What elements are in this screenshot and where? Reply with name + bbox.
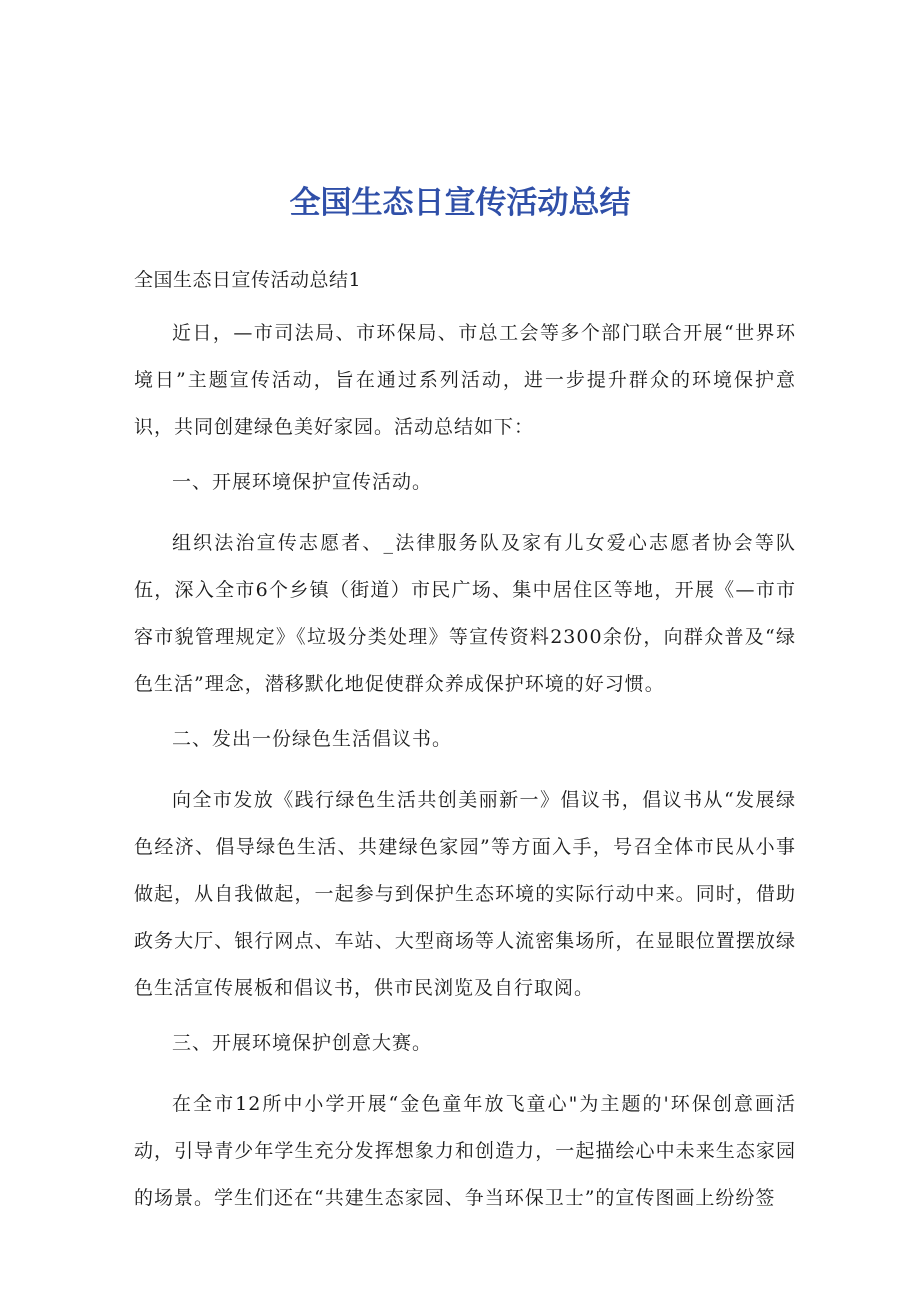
body-paragraph-3: 在全市12所中小学开展“金色童年放飞童心"为主题的'环保创意画活动，引导青少年学生充分发挥想象力和创造力，一起描绘心中未来生态家园的场景。学生们还在“共建生态家园、争当环保卫士”的宣传图画上纷纷签 — [134, 1093, 796, 1209]
body-paragraph-1: 组织法治宣传志愿者、_法律服务队及家有儿女爱心志愿者协会等队伍，深入全市6个乡镇（街道）市民广场、集中居住区等地，开展《—市市容市貌管理规定》《垃圾分类处理》等宣传资料2300余份，向群众普及“绿色生活”理念，潜移默化地促使群众养成保护环境的好习惯。 — [134, 532, 796, 695]
section-heading-1: 一、开展环境保护宣传活动。 — [172, 471, 433, 493]
section-subtitle: 全国生态日宣传活动总结1 — [134, 269, 362, 291]
section-heading-2: 二、发出一份绿色生活倡议书。 — [172, 728, 453, 750]
document-title: 全国生态日宣传活动总结 — [289, 184, 631, 221]
intro-paragraph: 近日，—市司法局、市环保局、市总工会等多个部门联合开展“世界环境日”主题宣传活动，旨在通过系列活动，进一步提升群众的环境保护意识，共同创建绿色美好家园。活动总结如下： — [134, 322, 796, 438]
section-heading-3: 三、开展环境保护创意大赛。 — [172, 1032, 433, 1054]
document-body — [134, 262, 796, 1222]
body-paragraph-2: 向全市发放《践行绿色生活共创美丽新一》倡议书，倡议书从“发展绿色经济、倡导绿色生活、共建绿色家园”等方面入手，号召全体市民从小事做起，从自我做起，一起参与到保护生态环境的实际行动中来。同时，借助政务大厅、银行网点、车站、大型商场等人流密集场所，在显眼位置摆放绿色生活宣传展板和倡议书，供市民浏览及自行取阅。 — [134, 789, 796, 999]
